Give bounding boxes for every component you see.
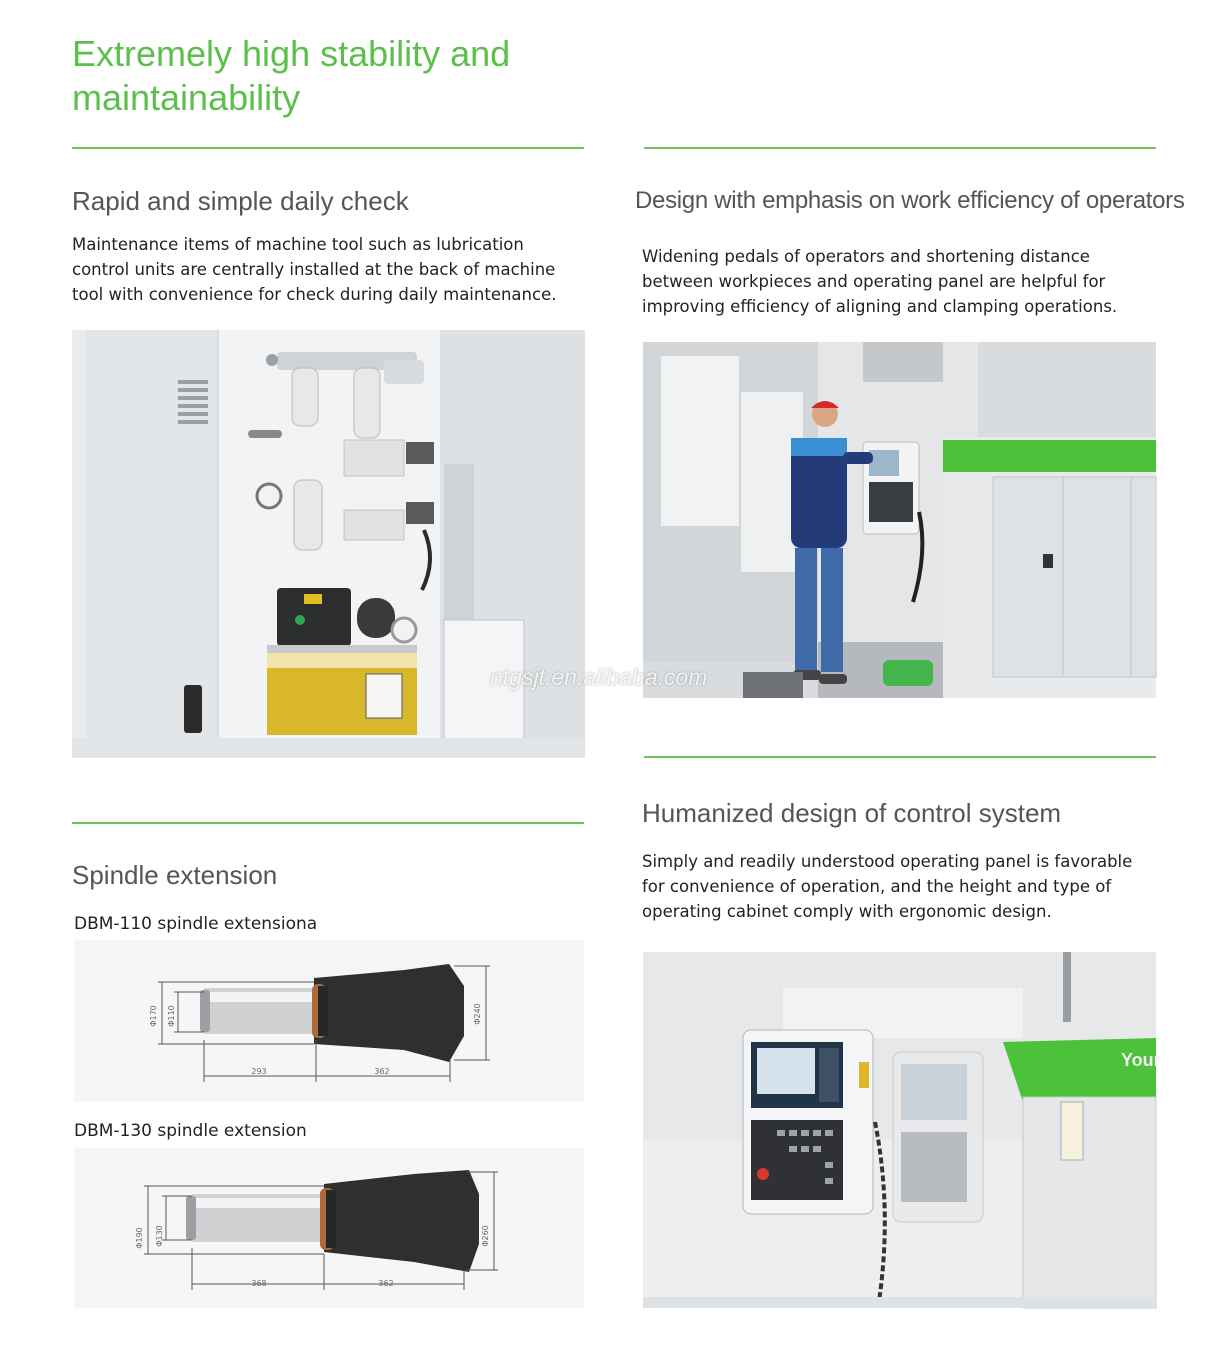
work-efficiency-text: Widening pedals of operators and shortening distance between workpieces and operating panel are helpful for improving efficiency of aligning and clamping operations.	[642, 247, 1118, 316]
control-panel-photo	[643, 952, 1161, 1308]
divider-mid-left	[72, 822, 584, 824]
spindle-heading: Spindle extension	[72, 860, 278, 890]
control-system-text: Simply and readily understood operating panel is favorable for convenience of operation, and the height and type of operating cabinet comply with ergonomic design.	[642, 852, 1133, 921]
divider-top-right	[644, 147, 1156, 149]
dbm110-drawing	[74, 940, 584, 1102]
maintenance-panel-photo	[72, 330, 585, 758]
page-title: Extremely high stability and maintainability	[72, 33, 511, 118]
daily-check-text: Maintenance items of machine tool such as lubrication control units are centrally installed at the back of machine tool with convenience for check during daily maintenance.	[72, 235, 557, 304]
operator-photo	[643, 342, 1156, 698]
dbm110-outer-dim: Φ170	[149, 1005, 158, 1027]
daily-check-heading: Rapid and simple daily check	[72, 186, 409, 216]
dbm110-len1: 293	[251, 1067, 267, 1076]
divider-top-left	[72, 147, 584, 149]
cabinet-brand-text: Your	[1121, 1050, 1161, 1070]
dbm110-label: DBM-110 spindle extensiona	[74, 914, 318, 934]
dbm130-inner-dim: Φ130	[155, 1225, 164, 1247]
watermark-text: ntgsjt.en.alibaba.com	[490, 664, 708, 690]
dbm130-len2: 362	[378, 1279, 394, 1288]
dbm110-len2: 362	[374, 1067, 390, 1076]
dbm110-head-dim: Φ240	[473, 1003, 482, 1025]
dbm130-label: DBM-130 spindle extension	[74, 1121, 307, 1141]
control-system-heading: Humanized design of control system	[642, 798, 1062, 828]
dbm130-drawing	[74, 1148, 584, 1308]
dbm110-inner-dim: Φ110	[167, 1005, 176, 1027]
dbm130-outer-dim: Φ190	[135, 1227, 144, 1249]
dbm130-len1: 368	[251, 1279, 267, 1288]
dbm130-head-dim: Φ260	[481, 1225, 490, 1247]
work-efficiency-heading: Design with emphasis on work efficiency of operators	[635, 187, 1185, 214]
divider-mid-right	[644, 756, 1156, 758]
